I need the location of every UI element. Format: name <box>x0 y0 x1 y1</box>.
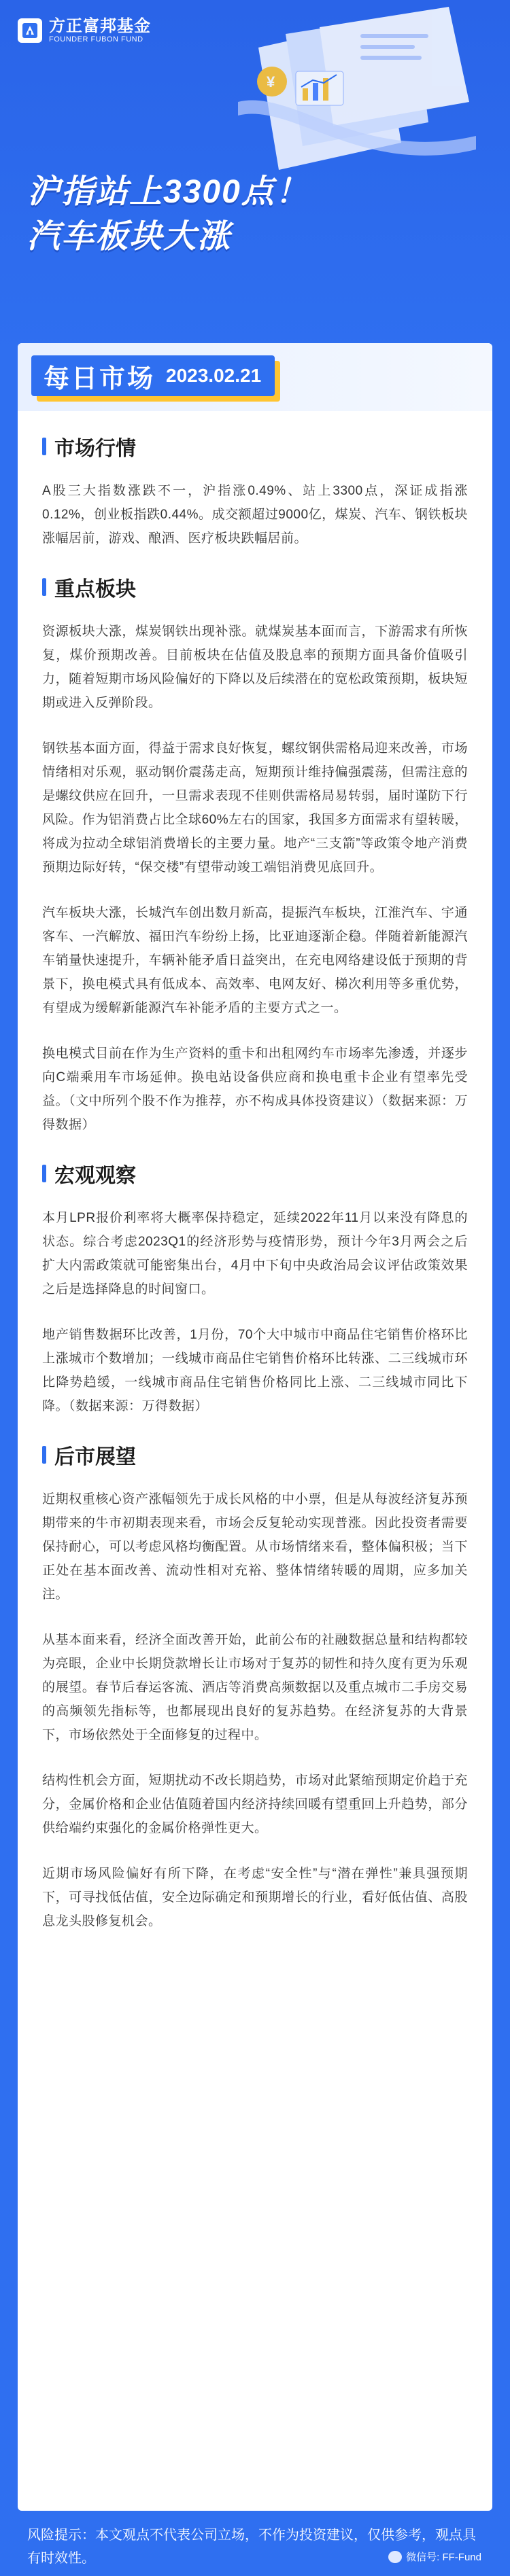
paragraph: 近期权重核心资产涨幅领先于成长风格的中小票，但是从每波经济复苏预期带来的牛市初期表现来看，市场会反复轮动实现普涨。因此投资者需要保持耐心，可以考虑风格均衡配置。从市场情绪来看，整体偏积极；当下正处在基本面改善、流动性相对充裕、整体情绪转暖的周期，应多加关注。 <box>42 1492 468 1602</box>
daily-market-tag <box>31 355 275 396</box>
paragraph: 资源板块大涨，煤炭钢铁出现补涨。就煤炭基本面而言，下游需求有所恢复，煤价预期改善。目前板块在估值及股息率的预期方面具备价值吸引力，随着短期市场风险偏好的下降以及后续潜在的宽松政策预期，板块短期或进入反弹阶段。 <box>42 624 468 710</box>
footer <box>0 2514 510 2576</box>
paragraph: 换电模式目前在作为生产资料的重卡和出租网约车市场率先渗透，并逐步向C端乘用车市场延伸。换电站设备供应商和换电重卡企业有望率先受益。（文中所列个股不作为推荐，亦不构成具体投资建议）（数据来源：万得数据） <box>42 1046 468 1132</box>
paragraph: 钢铁基本面方面，得益于需求良好恢复，螺纹钢供需格局迎来改善，市场情绪相对乐观，驱动钢价震荡走高，短期预计维持偏强震荡，但需注意的是螺纹供应在回升，一旦需求表现不佳则供需格局易转弱，届时谨防下行风险。作为铝消费占比全球60%左右的国家，我国多方面需求有望转暖，将成为拉动全球铝消费增长的主要力量。地产“三支箭”等政策令地产消费预期边际好转，“保交楼”有望带动竣工端铝消费见底回升。 <box>42 741 468 875</box>
section-title: 后市展望 <box>54 1446 136 1468</box>
section-macro <box>42 1159 468 1418</box>
section-outlook <box>42 1440 468 1933</box>
paragraph: 汽车板块大涨，长城汽车创出数月新高，提振汽车板块，江淮汽车、宇通客车、一汽解放、福田汽车纷纷上扬，比亚迪逐渐企稳。伴随着新能源汽车销量快速提升，车辆补能矛盾日益突出，在充电网络建设低于预期的背景下，换电模式具有低成本、高效率、电网友好、梯次利用等多重优势，有望成为缓解新能源汽车补能矛盾的主要方式之一。 <box>42 906 468 1015</box>
paragraph: 结构性机会方面，短期扰动不改长期趋势，市场对此紧缩预期定价趋于充分，金属价格和企业估值随着国内经济持续回暖有望重回上升趋势，部分供给端约束强化的金属价格弹性更大。 <box>42 1774 468 1835</box>
card-header <box>18 343 492 411</box>
paragraph: 地产销售数据环比改善，1月份，70个大中城市中商品住宅销售价格环比上涨城市个数增加；一线城市商品住宅销售价格环比转涨、二三线城市环比降势趋缓，一线城市商品住宅销售价格同比上涨、二三线城市同比下降。（数据来源：万得数据） <box>42 1328 468 1413</box>
paragraph: 本月LPR报价利率将大概率保持稳定，延续2022年11月以来没有降息的状态。综合考虑2023Q1的经济形势与疫情形势，预计今年3月两会之后扩大内需政策就可能密集出台，4月中下旬中央政治局会议评估政策效果之后是选择降息的时间窗口。 <box>42 1211 468 1296</box>
section-bar-icon <box>42 578 46 596</box>
hero-title <box>27 170 309 260</box>
paragraph: 近期市场风险偏好有所下降，在考虑“安全性”与“潜在弹性”兼具强预期下，可寻找低估值，安全边际确定和预期增长的行业，看好低估值、高股息龙头股修复机会。 <box>42 1867 468 1928</box>
section-market <box>42 431 468 550</box>
section-bar-icon <box>42 1446 46 1464</box>
article-body <box>18 411 492 1933</box>
risk-notice: 风险提示：本文观点不代表公司立场，不作为投资建议，仅供参考，观点具有时效性。 <box>27 2528 476 2566</box>
wechat-id: 微信号: FF-Fund <box>406 2552 481 2563</box>
svg-text:¥: ¥ <box>267 73 275 90</box>
section-key-sectors <box>42 572 468 1137</box>
hero-title-line1: 沪指站上3300点！ <box>27 174 309 210</box>
section-title: 市场行情 <box>54 438 136 460</box>
section-title: 宏观观察 <box>54 1165 136 1187</box>
section-bar-icon <box>42 1165 46 1182</box>
paragraph: A股三大指数涨跌不一，沪指涨0.49%、站上3300点，深证成指涨0.12%，创业板指跌0.44%。成交额超过9000亿，煤炭、汽车、钢铁板块涨幅居前，游戏、酿酒、医疗板块跌幅居前。 <box>42 484 468 546</box>
logo-mark-icon <box>18 18 42 43</box>
brand-logo <box>18 18 151 43</box>
section-title: 重点板块 <box>54 578 136 601</box>
wechat-watermark <box>388 2549 481 2564</box>
brand-name-cn: 方正富邦基金 <box>49 17 151 35</box>
tag-date: 2023.02.21 <box>166 365 262 386</box>
section-bar-icon <box>42 438 46 455</box>
content-card <box>18 343 492 2511</box>
hero-banner <box>0 0 510 353</box>
wechat-icon <box>388 2551 402 2563</box>
tag-title: 每日市场 <box>44 364 156 393</box>
brand-name-en: FOUNDER FUBON FUND <box>49 35 143 43</box>
hero-title-line2: 汽车板块大涨 <box>27 219 232 255</box>
paragraph: 从基本面来看，经济全面改善开始，此前公布的社融数据总量和结构都较为亮眼，企业中长期贷款增长让市场对于复苏的韧性和持久度有更为乐观的展望。春节后春运客流、酒店等消费高频数据以及重点城市二手房交易的高频领先指标等，也都展现出良好的复苏趋势。在经济复苏的大背景下，市场依然处于全面修复的过程中。 <box>42 1633 468 1742</box>
